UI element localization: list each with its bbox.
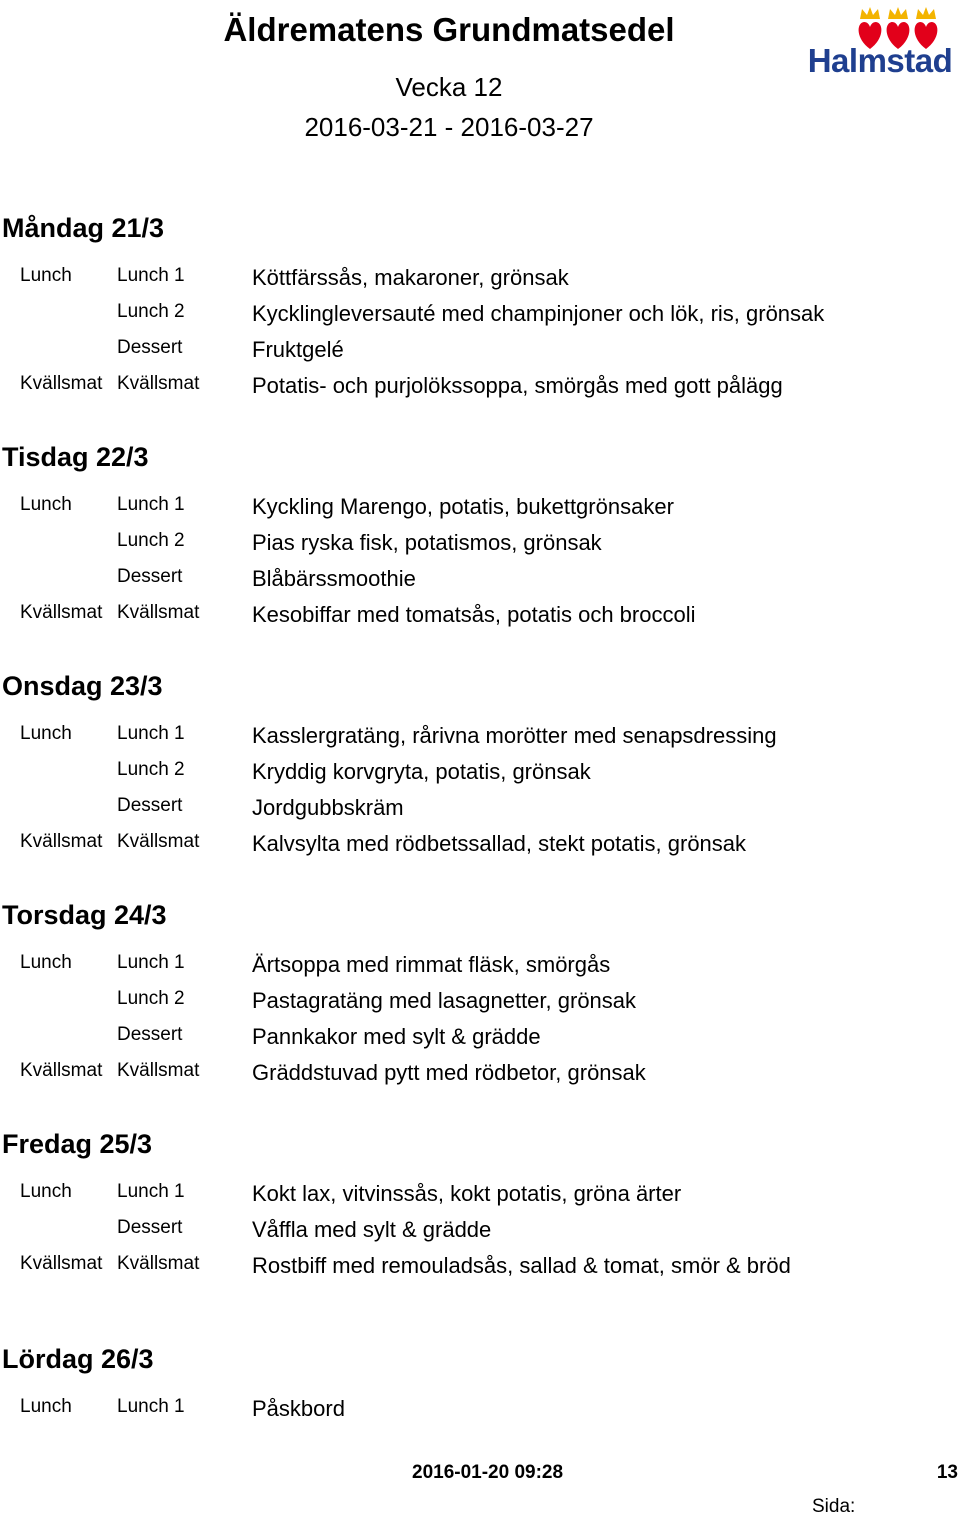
- meal-option: Lunch 1: [117, 952, 185, 973]
- meal-option: Lunch 1: [117, 723, 185, 744]
- menu-row: [0, 788, 960, 824]
- dish-description: Kalvsylta med rödbetssallad, stekt potatis, grönsak: [252, 831, 747, 856]
- day-title: Tisdag 22/3: [2, 442, 149, 472]
- day-title: Fredag 25/3: [2, 1129, 153, 1159]
- dish-description: Pastagratäng med lasagnetter, grönsak: [252, 988, 637, 1013]
- meal-option: Kvällsmat: [117, 831, 200, 852]
- dish-description: Kasslergratäng, rårivna morötter med senapsdressing: [252, 723, 777, 748]
- dish-description: Blåbärssmoothie: [252, 566, 416, 591]
- meal-type: Lunch: [20, 1396, 72, 1417]
- dish-description: Pannkakor med sylt & grädde: [252, 1024, 541, 1049]
- meal-type: Kvällsmat: [20, 602, 103, 623]
- menu-row: [0, 824, 960, 860]
- meal-option: Lunch 2: [117, 759, 185, 780]
- dish-description: Kokt lax, vitvinssås, kokt potatis, gröna ärter: [252, 1181, 682, 1206]
- menu-row: [0, 330, 960, 366]
- menu-row: [0, 1210, 960, 1246]
- meal-type: Kvällsmat: [20, 831, 103, 852]
- dish-description: Kycklingleversauté med champinjoner och lök, ris, grönsak: [252, 301, 825, 326]
- printed-timestamp: 2016-01-20 09:28: [412, 1462, 564, 1483]
- menu-row: [0, 1053, 960, 1089]
- dish-description: Våffla med sylt & grädde: [252, 1217, 492, 1242]
- page-label: Sida:: [812, 1496, 856, 1517]
- meal-option: Lunch 2: [117, 530, 185, 551]
- dish-description: Rostbiff med remouladsås, sallad & tomat, smör & bröd: [252, 1253, 791, 1278]
- menu-row: [0, 1389, 960, 1425]
- meal-option: Dessert: [117, 337, 183, 358]
- day-title: Torsdag 24/3: [2, 900, 167, 930]
- menu-row: [0, 523, 960, 559]
- dish-description: Köttfärssås, makaroner, grönsak: [252, 265, 569, 290]
- dish-description: Ärtsoppa med rimmat fläsk, smörgås: [252, 952, 611, 977]
- meal-type: Lunch: [20, 265, 72, 286]
- meal-type: Lunch: [20, 494, 72, 515]
- halmstad-logo: [800, 5, 960, 80]
- day-title: Onsdag 23/3: [2, 671, 163, 701]
- dish-description: Fruktgelé: [252, 337, 344, 362]
- menu-row: [0, 716, 960, 752]
- menu-row: [0, 1246, 960, 1282]
- meal-option: Dessert: [117, 795, 183, 816]
- dish-description: Kyckling Marengo, potatis, bukettgrönsaker: [252, 494, 674, 519]
- menu-row: [0, 294, 960, 330]
- menu-row: [0, 752, 960, 788]
- meal-option: Kvällsmat: [117, 373, 200, 394]
- menu-row: [0, 1017, 960, 1053]
- meal-option: Kvällsmat: [117, 1253, 200, 1274]
- meal-type: Lunch: [20, 952, 72, 973]
- meal-type: Kvällsmat: [20, 1060, 103, 1081]
- date-range: 2016-03-21 - 2016-03-27: [304, 112, 594, 142]
- week-label: Vecka 12: [395, 72, 503, 102]
- meal-option: Lunch 2: [117, 988, 185, 1009]
- menu-row: [0, 945, 960, 981]
- meal-option: Dessert: [117, 1217, 183, 1238]
- menu-row: [0, 487, 960, 523]
- menu-row: [0, 595, 960, 631]
- meal-option: Kvällsmat: [117, 1060, 200, 1081]
- menu-row: [0, 1174, 960, 1210]
- day-title: Lördag 26/3: [2, 1344, 154, 1374]
- meal-option: Lunch 1: [117, 494, 185, 515]
- logo-wordmark: Halmstad: [807, 42, 953, 79]
- dish-description: Pias ryska fisk, potatismos, grönsak: [252, 530, 602, 555]
- meal-type: Lunch: [20, 1181, 72, 1202]
- menu-row: [0, 559, 960, 595]
- dish-description: Påskbord: [252, 1396, 345, 1421]
- meal-option: Kvällsmat: [117, 602, 200, 623]
- meal-option: Dessert: [117, 566, 183, 587]
- meal-option: Lunch 1: [117, 1396, 185, 1417]
- page-number: 13: [936, 1462, 958, 1483]
- dish-description: Kesobiffar med tomatsås, potatis och broccoli: [252, 602, 696, 627]
- meal-type: Kvällsmat: [20, 373, 103, 394]
- meal-type: Kvällsmat: [20, 1253, 103, 1274]
- meal-option: Lunch 2: [117, 301, 185, 322]
- meal-option: Lunch 1: [117, 1181, 185, 1202]
- dish-description: Kryddig korvgryta, potatis, grönsak: [252, 759, 591, 784]
- menu-row: [0, 981, 960, 1017]
- dish-description: Potatis- och purjolökssoppa, smörgås med gott pålägg: [252, 373, 783, 398]
- meal-option: Lunch 1: [117, 265, 185, 286]
- meal-option: Dessert: [117, 1024, 183, 1045]
- day-title: Måndag 21/3: [2, 213, 165, 243]
- dish-description: Gräddstuvad pytt med rödbetor, grönsak: [252, 1060, 646, 1085]
- dish-description: Jordgubbskräm: [252, 795, 404, 820]
- meal-type: Lunch: [20, 723, 72, 744]
- menu-row: [0, 366, 960, 402]
- menu-row: [0, 258, 960, 294]
- document-title: Äldrematens Grundmatsedel: [223, 11, 675, 48]
